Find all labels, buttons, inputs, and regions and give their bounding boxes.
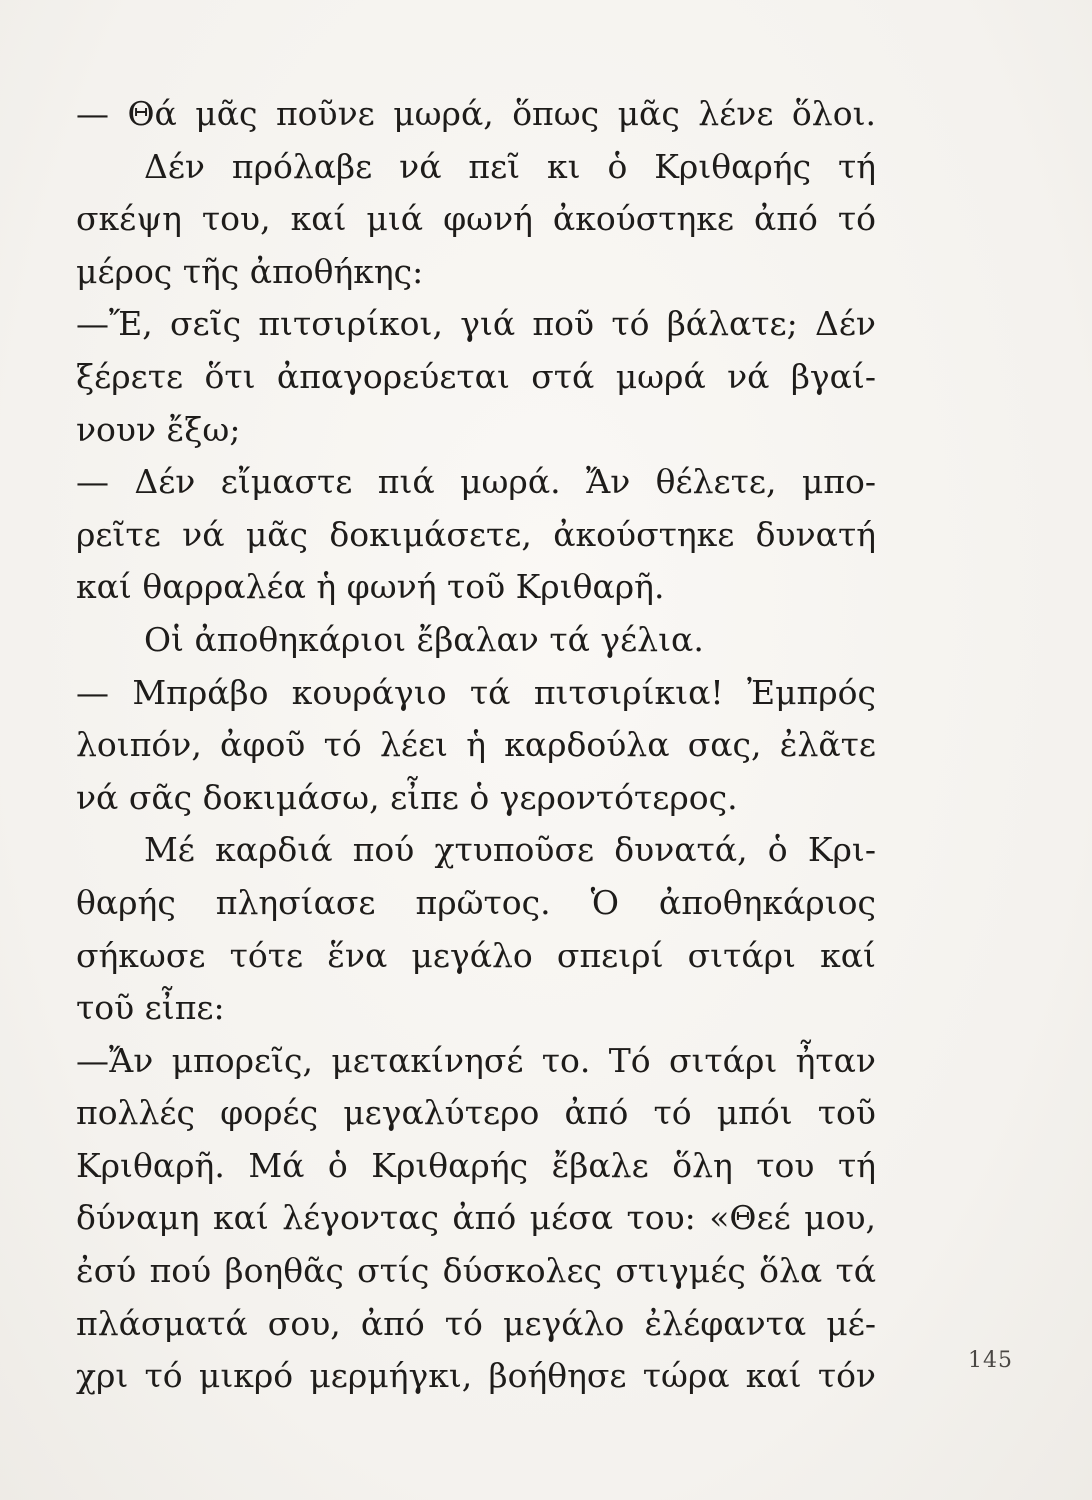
text-line-21: Κριθαρῆ. Μά ὁ Κριθαρής ἔβαλε ὅλη του τή	[76, 1145, 876, 1185]
text-line-6: ξέρετε ὅτι ἀπαγορεύεται στά μωρά νά βγαί-	[76, 356, 876, 396]
text-line-5: —Ἔ, σεῖς πιτσιρίκοι, γιά ποῦ τό βάλατε; Δέν	[76, 304, 876, 344]
text-line-15: Μέ καρδιά πού χτυποῦσε δυνατά, ὁ Κρι-	[144, 830, 876, 870]
text-line-10: καί θαρραλέα ἡ φωνή τοῦ Κριθαρῆ.	[76, 567, 665, 607]
page-number: 145	[968, 1348, 1013, 1373]
text-line-20: πολλές φορές μεγαλύτερο ἀπό τό μπόι τοῦ	[76, 1093, 876, 1133]
text-line-25: χρι τό μικρό μερμήγκι, βοήθησε τώρα καί τόν	[76, 1356, 876, 1396]
text-line-18: τοῦ εἶπε:	[76, 988, 225, 1028]
text-line-17: σήκωσε τότε ἕνα μεγάλο σπειρί σιτάρι καί	[76, 935, 876, 975]
text-line-1: — Θά μᾶς ποῦνε μωρά, ὅπως μᾶς λένε ὅλοι.	[76, 94, 876, 133]
text-line-11: Οἱ ἀποθηκάριοι ἔβαλαν τά γέλια.	[144, 619, 704, 659]
text-line-22: δύναμη καί λέγοντας ἀπό μέσα του: «Θεέ μου,	[76, 1198, 876, 1238]
text-line-19: —Ἄν μπορεῖς, μετακίνησέ το. Τό σιτάρι ἦταν	[76, 1040, 876, 1080]
text-line-24: πλάσματά σου, ἀπό τό μεγάλο ἐλέφαντα μέ-	[76, 1303, 876, 1343]
text-line-2: Δέν πρόλαβε νά πεῖ κι ὁ Κριθαρής τή	[144, 146, 876, 186]
text-line-9: ρεῖτε νά μᾶς δοκιμάσετε, ἀκούστηκε δυνατή	[76, 514, 876, 554]
text-line-13: λοιπόν, ἀφοῦ τό λέει ἡ καρδούλα σας, ἐλᾶτε	[76, 725, 876, 765]
text-line-4: μέρος τῆς ἀποθήκης:	[76, 251, 424, 291]
text-line-14: νά σᾶς δοκιμάσω, εἶπε ὁ γεροντότερος.	[76, 777, 738, 817]
text-line-3: σκέψη του, καί μιά φωνή ἀκούστηκε ἀπό τό	[76, 199, 876, 239]
text-line-23: ἐσύ πού βοηθᾶς στίς δύσκολες στιγμές ὅλα τά	[76, 1251, 876, 1291]
body-text	[76, 88, 876, 1403]
text-line-8: — Δέν εἴμαστε πιά μωρά. Ἄν θέλετε, μπο-	[76, 462, 876, 502]
text-line-7: νουν ἔξω;	[76, 409, 241, 449]
text-line-16: θαρής πλησίασε πρῶτος. Ὁ ἀποθηκάριος	[76, 882, 876, 922]
text-line-12: — Μπράβο κουράγιο τά πιτσιρίκια! Ἐμπρός	[76, 672, 876, 712]
